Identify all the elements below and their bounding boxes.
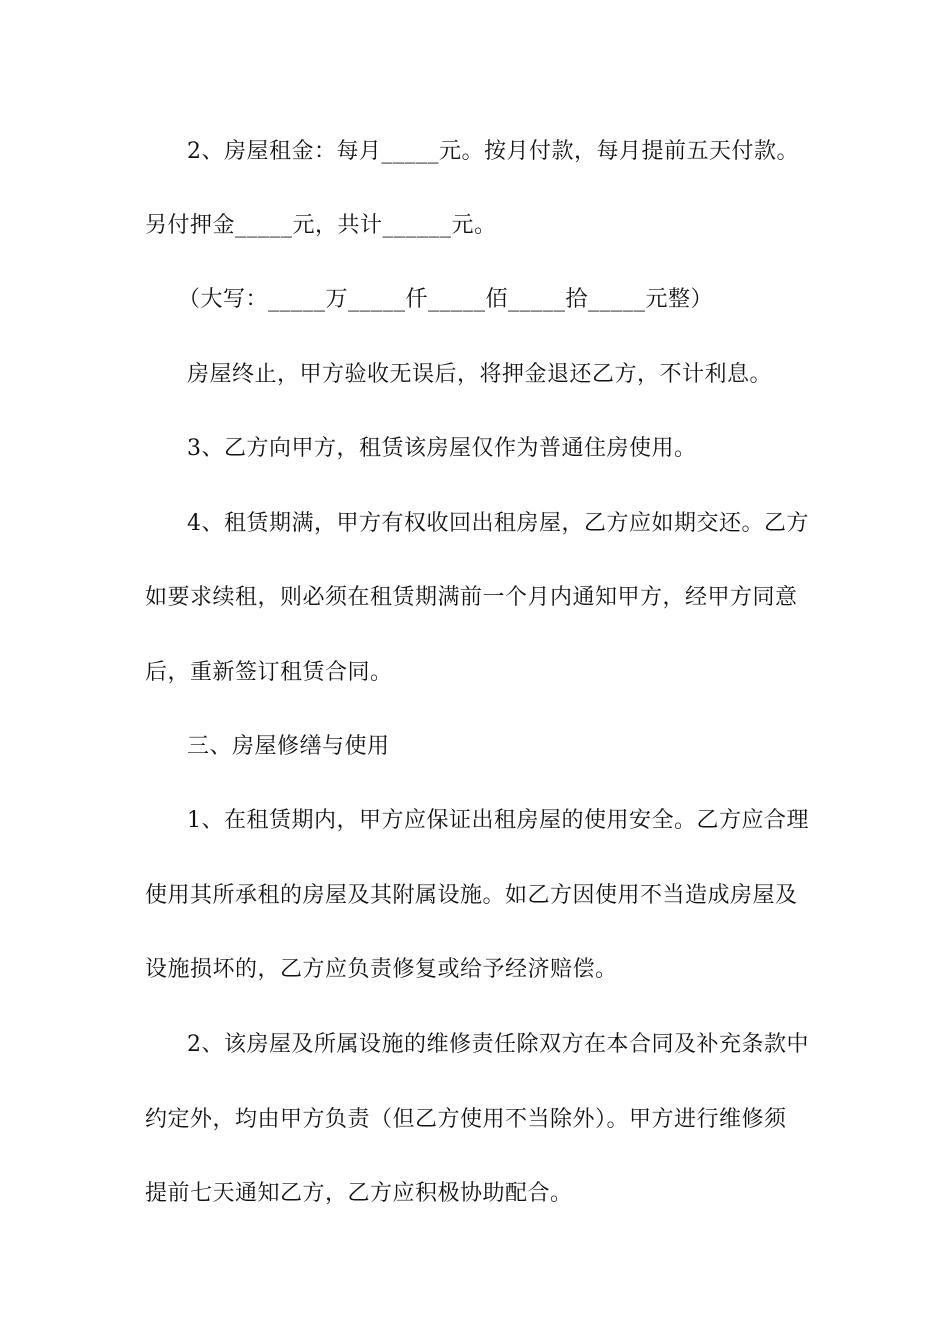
repair-clause-2-line-1: 2、该房屋及所属设施的维修责任除双方在本合同及补充条款中: [187, 1032, 809, 1057]
repair-clause-1-line-3: 设施损坏的，乙方应负责修复或给予经济赔偿。: [145, 957, 618, 982]
repair-clause-2-line-2: 约定外，均由甲方负责（但乙方使用不当除外）。甲方进行维修须: [145, 1107, 787, 1132]
usage-clause-line: 3、乙方向甲方，租赁该房屋仅作为普通住房使用。: [187, 436, 697, 461]
deposit-refund-line: 房屋终止，甲方验收无误后，将押金退还乙方，不计利息。: [187, 362, 773, 387]
deposit-line: 另付押金_____元，共计______元。: [145, 213, 497, 238]
lease-expiry-line-1: 4、租赁期满，甲方有权收回出租房屋，乙方应如期交还。乙方: [187, 511, 809, 536]
rent-clause-line: 2、房屋租金：每月_____元。按月付款，每月提前五天付款。: [187, 139, 799, 164]
amount-in-words-line: （大写：_____万_____仟_____佰_____拾_____元整）: [178, 287, 714, 312]
repair-clause-1-line-2: 使用其所承租的房屋及其附属设施。如乙方因使用不当造成房屋及: [145, 883, 798, 908]
lease-expiry-line-2: 如要求续租，则必须在租赁期满前一个月内通知甲方，经甲方同意: [145, 585, 798, 610]
section-heading: 三、房屋修缮与使用: [187, 734, 390, 759]
repair-clause-1-line-1: 1、在租赁期内，甲方应保证出租房屋的使用安全。乙方应合理: [187, 808, 809, 833]
lease-expiry-line-3: 后，重新签订租赁合同。: [145, 660, 393, 685]
repair-clause-2-line-3: 提前七天通知乙方，乙方应积极协助配合。: [145, 1181, 573, 1206]
